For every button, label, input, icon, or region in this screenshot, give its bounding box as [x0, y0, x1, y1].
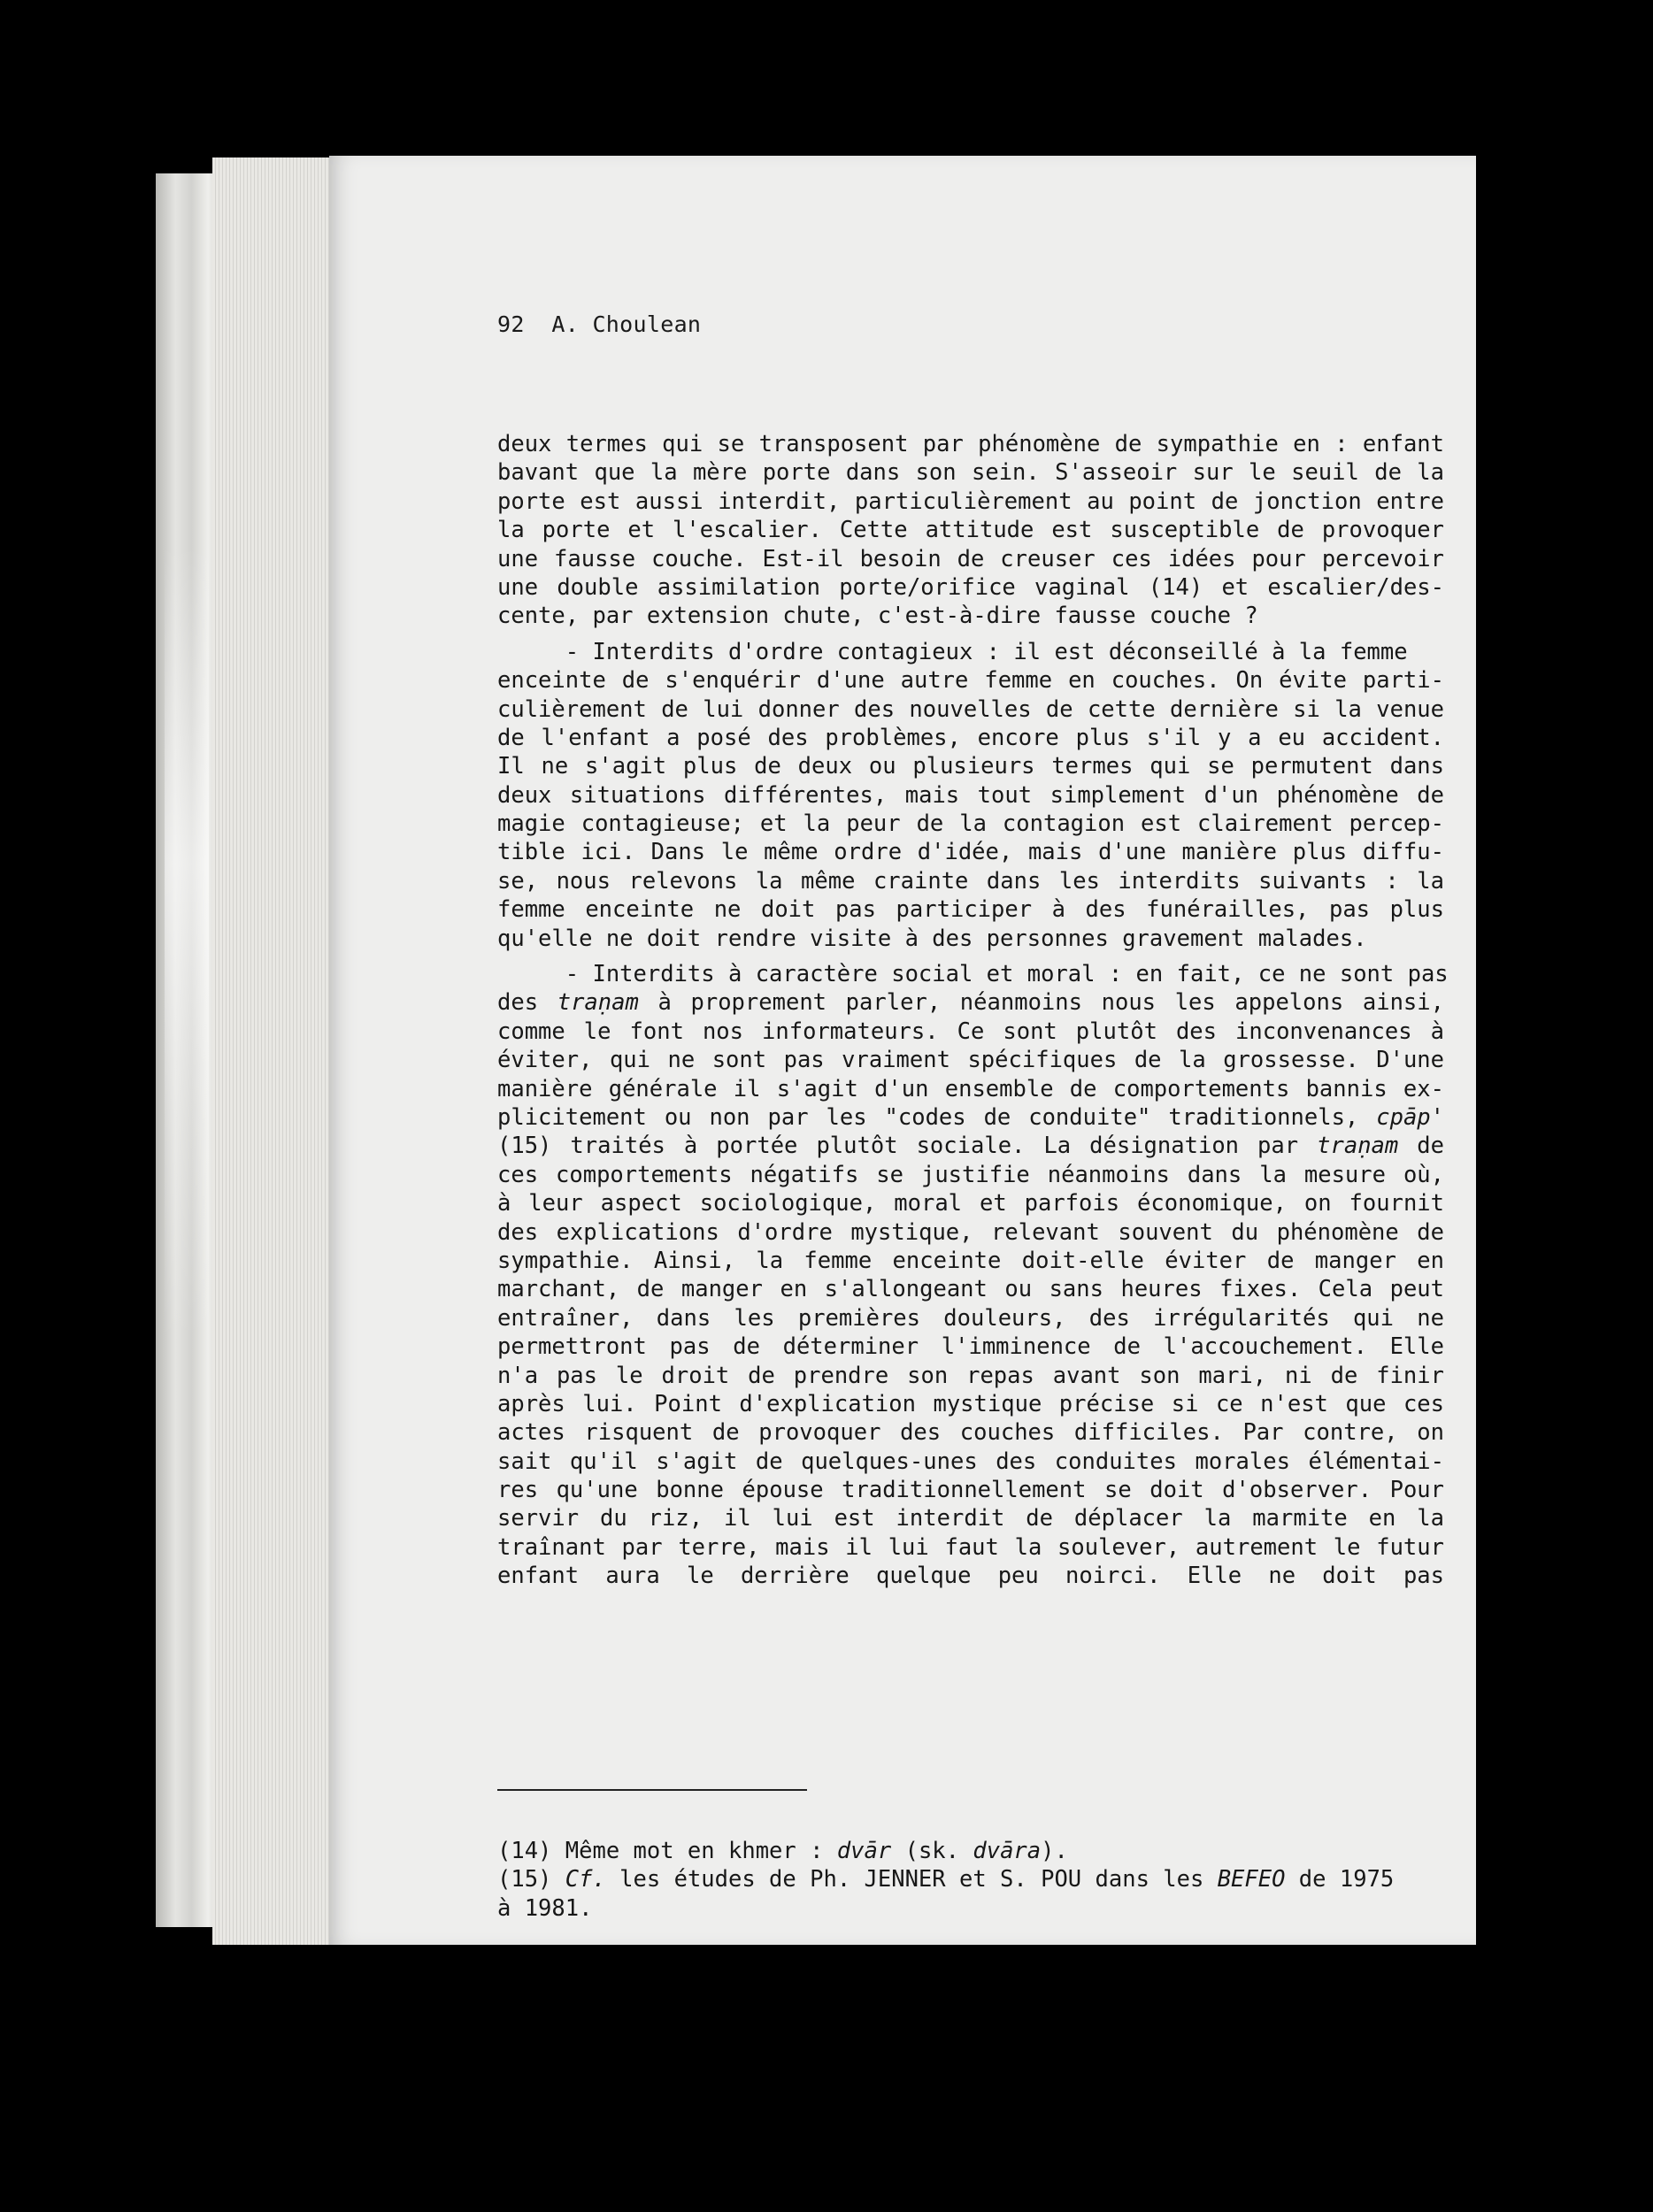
text-line: bavant que la mère porte dans son sein. S'asseoir sur le seuil de la: [497, 459, 1444, 487]
text-line: servir du riz, il lui est interdit de déplacer la marmite en la: [497, 1505, 1444, 1532]
text-line: des explications d'ordre mystique, relevant souvent du phénomène de: [497, 1218, 1444, 1246]
transliterated-term: cpāp': [1376, 1103, 1444, 1131]
text-line: enfant aura le derrière quelque peu noirci. Elle ne doit pas: [497, 1563, 1444, 1590]
text-line: une double assimilation porte/orifice vaginal (14) et escalier/des-: [497, 573, 1444, 601]
text-line: éviter, qui ne sont pas vraiment spécifiques de la grossesse. D'une: [497, 1047, 1444, 1074]
text-line: magie contagieuse; et la peur de la contagion est clairement percep-: [497, 810, 1444, 838]
text-line: ces comportements négatifs se justifie néanmoins dans la mesure où,: [497, 1161, 1444, 1188]
text-line: manière générale il s'agit d'un ensemble de comportements bannis ex-: [497, 1075, 1444, 1102]
body-text: [497, 430, 1449, 1591]
text-line: porte est aussi interdit, particulièrement au point de jonction entre: [497, 488, 1444, 515]
footnote-15-continued: à 1981.: [497, 1894, 593, 1922]
text-line: la porte et l'escalier. Cette attitude est susceptible de provoquer: [497, 517, 1444, 544]
text-line: femme enceinte ne doit pas participer à des funérailles, pas plus: [497, 896, 1444, 924]
text-line: une fausse couche. Est-il besoin de creuser ces idées pour percevoir: [497, 545, 1444, 572]
transliterated-term: traṇam: [557, 989, 639, 1017]
text-line: n'a pas le droit de prendre son repas avant son mari, ni de finir: [497, 1362, 1444, 1389]
text-line: (15) traités à portée plutôt sociale. La désignation par traṇam de: [497, 1133, 1444, 1160]
text-line: de l'enfant a posé des problèmes, encore plus s'il y a eu accident.: [497, 724, 1444, 751]
text-line: cente, par extension chute, c'est-à-dire fausse couche ?: [497, 603, 1258, 630]
transliterated-term: traṇam: [1317, 1133, 1399, 1160]
text-line: res qu'une bonne épouse traditionnellement se doit d'observer. Pour: [497, 1477, 1444, 1504]
text-line: qu'elle ne doit rendre visite à des personnes gravement malades.: [497, 925, 1367, 952]
text-line: à leur aspect sociologique, moral et parfois économique, on fournit: [497, 1190, 1444, 1217]
text-line: - Interdits à caractère social et moral : en fait, ce ne sont pas: [497, 961, 1449, 988]
text-line: plicitement ou non par les "codes de conduite" traditionnels, cpāp': [497, 1103, 1444, 1131]
text-line: après lui. Point d'explication mystique précise si ce n'est que ces: [497, 1390, 1444, 1417]
text-line: traînant par terre, mais il lui faut la soulever, autrement le futur: [497, 1533, 1444, 1561]
paragraph-gap: [497, 953, 1444, 960]
text-line: se, nous relevons la même crainte dans les interdits suivants : la: [497, 867, 1444, 895]
text-line: deux termes qui se transposent par phénomène de sympathie en : enfant: [497, 431, 1444, 457]
plastic-sheen: [165, 545, 209, 1341]
text-line: culièrement de lui donner des nouvelles de cette dernière si la venue: [497, 695, 1444, 723]
book-page: [329, 156, 1476, 1945]
text-line: - Interdits d'ordre contagieux : il est déconseillé à la femme: [497, 638, 1408, 665]
text-line: marchant, de manger en s'allongeant ou sans heures fixes. Cela peut: [497, 1276, 1444, 1303]
text-line: sympathie. Ainsi, la femme enceinte doit-elle éviter de manger en: [497, 1247, 1444, 1274]
text-line: deux situations différentes, mais tout simplement d'un phénomène de: [497, 781, 1444, 809]
text-line: comme le font nos informateurs. Ce sont plutôt des inconvenances à: [497, 1018, 1444, 1045]
page-number: 92: [497, 311, 525, 337]
paragraph-gap: [497, 631, 1444, 638]
footnote-14: (14) Même mot en khmer : dvār (sk. dvāra).: [497, 1838, 1068, 1864]
text-line: enceinte de s'enquérir d'une autre femme en couches. On évite parti-: [497, 667, 1444, 695]
text-line: entraîner, dans les premières douleurs, des irrégularités qui ne: [497, 1304, 1444, 1332]
footnote-15: (15) Cf. les études de Ph. JENNER et S. POU dans les BEFEO de 1975: [497, 1866, 1395, 1893]
text-line: tible ici. Dans le même ordre d'idée, mais d'une manière plus diffu-: [497, 839, 1444, 866]
page-edges: [212, 157, 336, 1945]
text-line: des traṇam à proprement parler, néanmoins nous les appelons ainsi,: [497, 989, 1444, 1017]
text-line: Il ne s'agit plus de deux ou plusieurs termes qui se permutent dans: [497, 753, 1444, 780]
footnotes: [497, 1837, 1435, 1923]
book-cover-edge: [156, 173, 221, 1927]
text-line: actes risquent de provoquer des couches difficiles. Par contre, on: [497, 1419, 1444, 1447]
running-head: [497, 311, 701, 337]
text-line: sait qu'il s'agit de quelques-unes des conduites morales élémentai-: [497, 1448, 1444, 1475]
footnote-rule: [497, 1789, 807, 1791]
author-name: A. Choulean: [551, 311, 702, 337]
text-line: permettront pas de déterminer l'imminence de l'accouchement. Elle: [497, 1333, 1444, 1361]
